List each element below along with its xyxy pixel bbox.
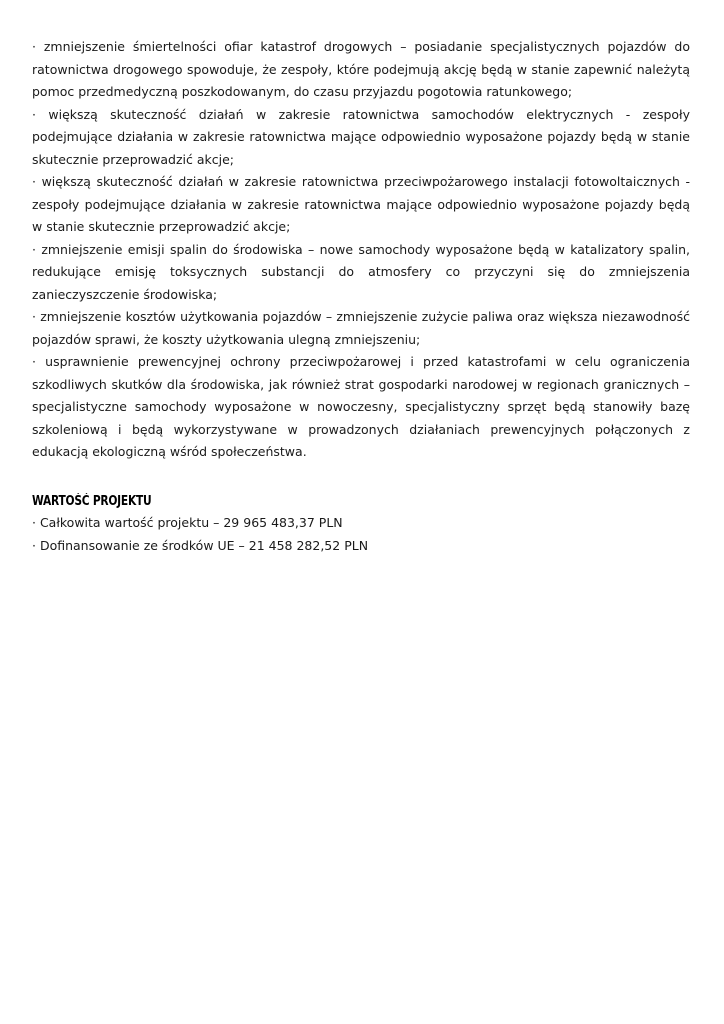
benefit-item: · większą skuteczność działań w zakresie ratownictwa przeciwpożarowego instalacji fotowoltaicznych - zespoły podejmujące działania w zakresie ratownictwa mające odpowiednio wyposażone pojazdy będą w stanie skutecznie przeprowadzić akcje;: [32, 174, 690, 234]
benefit-item: · zmniejszenie śmiertelności ofiar katastrof drogowych – posiadanie specjalistycznych pojazdów do ratownictwa drogowego spowoduje, że zespoły, które podejmują akcję będą w stanie zapewnić należytą pomoc przedmedyczną poszkodowanym, do czasu przyjazdu pogotowia ratunkowego;: [32, 39, 690, 99]
benefit-item: · usprawnienie prewencyjnej ochrony przeciwpożarowej i przed katastrofami w celu ograniczenia szkodliwych skutków dla środowiska, jak również strat gospodarki narodowej w regionach granicznych – specjalistyczne samochody wyposażone w nowoczesny, specjalistyczny sprzęt będą stanowiły bazę szkoleniową i będą wykorzystywane w prowadzonych działaniach prewencyjnych połączonych z edukacją ekologiczną wśród społeczeństwa.: [32, 354, 690, 459]
project-value-heading: WARTOŚĆ PROJEKTU: [32, 493, 152, 509]
project-value-list: [32, 512, 690, 557]
benefit-item: · zmniejszenie emisji spalin do środowiska – nowe samochody wyposażone będą w katalizatory spalin, redukujące emisję toksycznych substancji do atmosfery co przyczyni się do zmniejszenia zanieczyszczenie środowiska;: [32, 241, 690, 302]
benefit-item: · większą skuteczność działań w zakresie ratownictwa samochodów elektrycznych - zespoły podejmujące działania w zakresie ratownictwa mające odpowiednio wyposażone pojazdy będą w stanie skutecznie przeprowadzić akcje;: [32, 106, 690, 167]
total-value-item: · Całkowita wartość projektu – 29 965 483,37 PLN: [32, 515, 343, 530]
benefit-item: · zmniejszenie kosztów użytkowania pojazdów – zmniejszenie zużycie paliwa oraz większa niezawodność pojazdów sprawi, że koszty użytkowania ulegną zmniejszeniu;: [32, 309, 690, 347]
eu-funding-item: · Dofinansowanie ze środków UE – 21 458 282,52 PLN: [32, 537, 369, 553]
document-page: [32, 36, 690, 557]
benefits-list: [32, 36, 690, 464]
